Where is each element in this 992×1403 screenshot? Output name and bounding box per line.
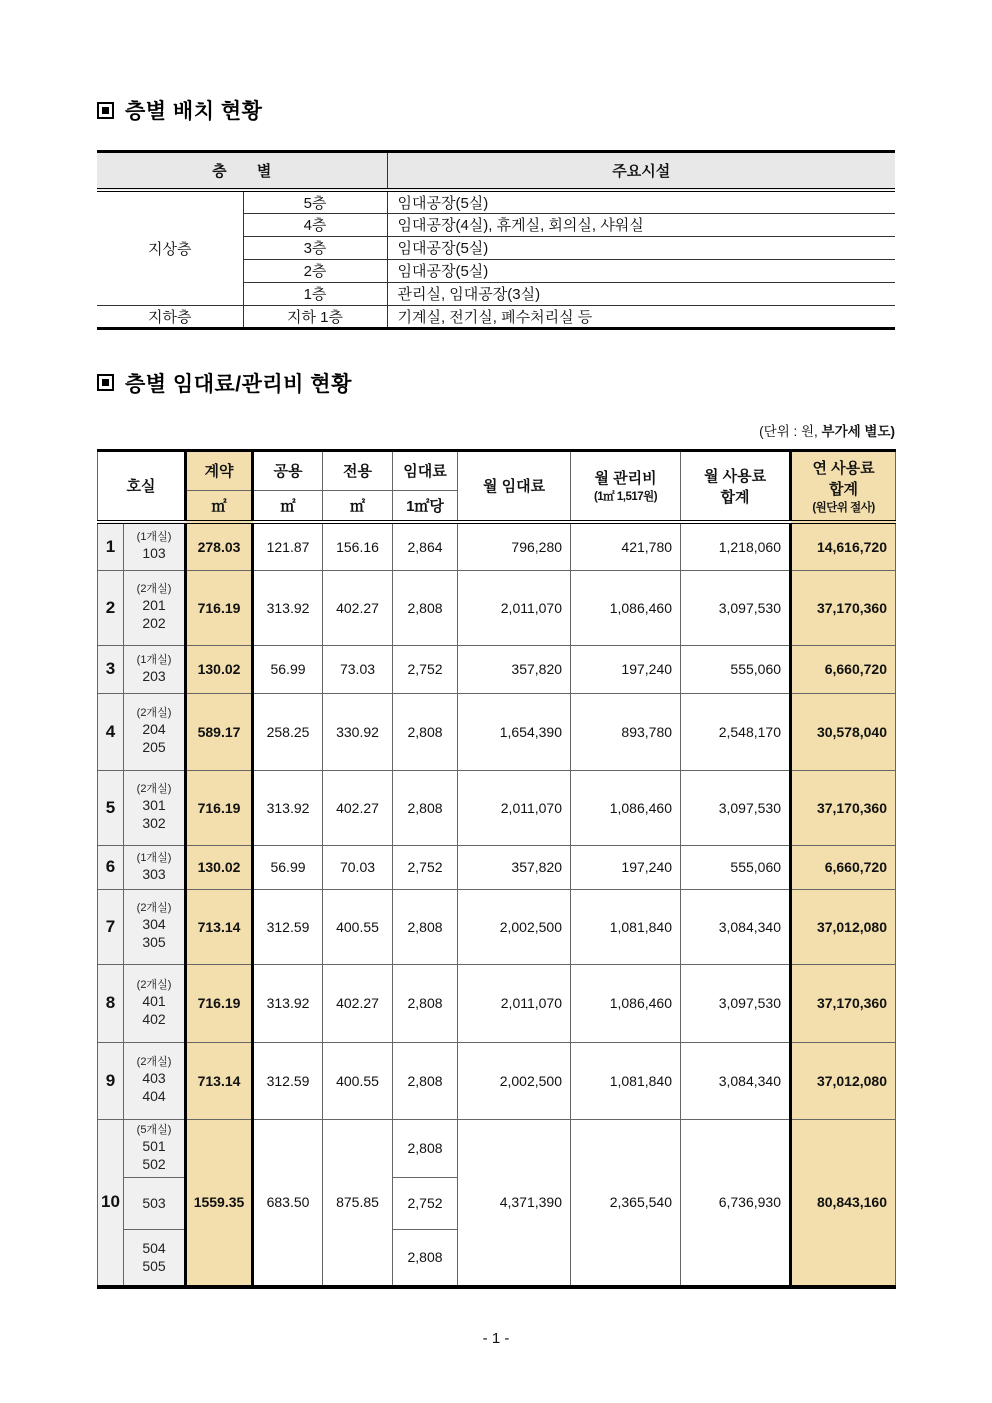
exclusive-area: 73.03 [323, 645, 393, 693]
room-number: 502 [142, 1155, 166, 1172]
room-cell [124, 964, 186, 1042]
row-number: 9 [98, 1042, 124, 1119]
header-rate-unit: 1㎡당 [393, 490, 458, 522]
monthly-mgmt: 2,365,540 [571, 1119, 681, 1287]
annual-total: 6,660,720 [791, 645, 896, 693]
header-monthly-total-line1: 월 사용료 [703, 467, 767, 485]
contract-area: 716.19 [186, 770, 253, 845]
annual-total: 14,616,720 [791, 522, 896, 570]
common-area: 683.50 [253, 1119, 323, 1287]
header-monthly-rent: 월 임대료 [458, 450, 571, 522]
rate-per-sqm: 2,808 [393, 693, 458, 770]
unit-count: (2개실) [136, 783, 172, 795]
header-contract-unit: ㎡ [186, 490, 253, 522]
room-cell [124, 1119, 186, 1177]
room-number: 303 [142, 865, 166, 882]
monthly-rent: 796,280 [458, 522, 571, 570]
table-row [98, 645, 896, 693]
monthly-rent: 2,002,500 [458, 889, 571, 964]
rate-per-sqm: 2,752 [393, 645, 458, 693]
common-area: 312.59 [253, 889, 323, 964]
room-cell [124, 889, 186, 964]
row-number: 4 [98, 693, 124, 770]
table-row [97, 190, 895, 214]
section2-title-text: 층별 임대료/관리비 현황 [125, 372, 352, 396]
facility-cell: 임대공장(5실) [387, 236, 895, 259]
annual-total: 37,170,360 [791, 770, 896, 845]
monthly-total: 3,084,340 [681, 889, 791, 964]
room-number: 103 [142, 545, 166, 562]
room-cell [124, 570, 186, 645]
monthly-total: 6,736,930 [681, 1119, 791, 1287]
monthly-total: 3,084,340 [681, 1042, 791, 1119]
room-number: 403 [142, 1070, 166, 1086]
annual-total: 6,660,720 [791, 845, 896, 889]
monthly-mgmt: 893,780 [571, 693, 681, 770]
unit-note-bold: 부가세 별도) [821, 423, 895, 439]
header-monthly-mgmt-line2: (1㎡ 1,517원) [593, 491, 658, 504]
header-common: 공용 [253, 450, 323, 490]
table-header-row [97, 152, 895, 190]
common-area: 313.92 [253, 964, 323, 1042]
common-area: 313.92 [253, 570, 323, 645]
header-floor: 층 별 [97, 152, 387, 190]
monthly-rent: 357,820 [458, 845, 571, 889]
common-area: 258.25 [253, 693, 323, 770]
room-cell [124, 693, 186, 770]
unit-note [97, 420, 895, 440]
facility-cell: 임대공장(5실) [387, 190, 895, 214]
contract-area: 278.03 [186, 522, 253, 570]
row-number: 8 [98, 964, 124, 1042]
room-number: 501 [142, 1137, 166, 1154]
table-row [98, 1042, 896, 1119]
annual-total: 80,843,160 [791, 1119, 896, 1287]
section2-title [97, 368, 895, 398]
monthly-rent: 357,820 [458, 645, 571, 693]
unit-count: (2개실) [136, 978, 172, 991]
header-facility: 주요시설 [387, 152, 895, 190]
floor-cell: 1층 [243, 282, 387, 305]
header-monthly-total [681, 450, 791, 522]
exclusive-area: 402.27 [323, 570, 393, 645]
rate-per-sqm: 2,864 [393, 522, 458, 570]
exclusive-area: 875.85 [323, 1119, 393, 1287]
header-annual-line2: 합계 [829, 480, 858, 498]
table-row [98, 1119, 896, 1177]
row-number: 7 [98, 889, 124, 964]
rate-per-sqm: 2,808 [393, 1042, 458, 1119]
room-cell [124, 770, 186, 845]
room-number: 503 [142, 1195, 166, 1211]
monthly-mgmt: 197,240 [571, 645, 681, 693]
table-row [98, 570, 896, 645]
room-number: 202 [142, 615, 166, 631]
monthly-total: 3,097,530 [681, 770, 791, 845]
rate-per-sqm: 2,808 [393, 1229, 458, 1287]
room-number: 204 [142, 721, 166, 737]
contract-area: 1559.35 [186, 1119, 253, 1287]
exclusive-area: 400.55 [323, 1042, 393, 1119]
facility-cell: 기계실, 전기실, 폐수처리실 등 [387, 305, 895, 328]
annual-total: 37,170,360 [791, 570, 896, 645]
rent-fee-table [97, 449, 896, 1290]
contract-area: 589.17 [186, 693, 253, 770]
header-monthly-mgmt-line1: 월 관리비 [594, 470, 657, 488]
row-number: 5 [98, 770, 124, 845]
row-number: 10 [98, 1119, 124, 1287]
floor-cell: 5층 [243, 190, 387, 214]
floor-cell: 4층 [243, 213, 387, 236]
room-number: 302 [142, 815, 166, 831]
floor-group-basement: 지하층 [97, 305, 243, 328]
unit-count: (2개실) [136, 707, 172, 719]
rate-per-sqm: 2,752 [393, 1177, 458, 1229]
facility-cell: 임대공장(4실), 휴게실, 회의실, 샤워실 [387, 213, 895, 236]
contract-area: 716.19 [186, 570, 253, 645]
monthly-mgmt: 421,780 [571, 522, 681, 570]
row-number: 6 [98, 845, 124, 889]
rate-per-sqm: 2,808 [393, 770, 458, 845]
room-cell [124, 1229, 186, 1287]
facility-cell: 관리실, 임대공장(3실) [387, 282, 895, 305]
room-number: 504 [142, 1240, 166, 1257]
unit-count: (1개실) [136, 653, 172, 666]
table-row [97, 305, 895, 328]
unit-count: (2개실) [136, 1056, 172, 1068]
monthly-rent: 2,011,070 [458, 570, 571, 645]
room-number: 205 [142, 739, 166, 755]
monthly-total: 2,548,170 [681, 693, 791, 770]
contract-area: 716.19 [186, 964, 253, 1042]
monthly-rent: 2,011,070 [458, 964, 571, 1042]
room-cell [124, 1042, 186, 1119]
room-number: 304 [142, 916, 166, 932]
annual-total: 37,170,360 [791, 964, 896, 1042]
room-number: 404 [142, 1088, 166, 1104]
unit-count: (5개실) [136, 1123, 172, 1136]
monthly-total: 1,218,060 [681, 522, 791, 570]
table-row [98, 845, 896, 889]
header-monthly-total-line2: 합계 [720, 488, 750, 506]
unit-count: (2개실) [136, 902, 172, 914]
row-number: 3 [98, 645, 124, 693]
monthly-rent: 4,371,390 [458, 1119, 571, 1287]
exclusive-area: 400.55 [323, 889, 393, 964]
rate-per-sqm: 2,808 [393, 889, 458, 964]
row-number: 1 [98, 522, 124, 570]
rate-per-sqm: 2,808 [393, 570, 458, 645]
exclusive-area: 70.03 [323, 845, 393, 889]
monthly-mgmt: 1,081,840 [571, 889, 681, 964]
header-room: 호실 [98, 450, 186, 522]
contract-area: 713.14 [186, 889, 253, 964]
monthly-mgmt: 1,086,460 [571, 964, 681, 1042]
unit-count: (1개실) [136, 851, 172, 864]
monthly-mgmt: 1,086,460 [571, 770, 681, 845]
unit-count: (2개실) [136, 583, 172, 595]
monthly-mgmt: 1,081,840 [571, 1042, 681, 1119]
header-common-unit: ㎡ [253, 490, 323, 522]
row-number: 2 [98, 570, 124, 645]
unit-count: (1개실) [136, 531, 172, 544]
common-area: 312.59 [253, 1042, 323, 1119]
annual-total: 30,578,040 [791, 693, 896, 770]
header-contract: 계약 [186, 450, 253, 490]
contract-area: 713.14 [186, 1042, 253, 1119]
section-marker-icon [97, 374, 114, 391]
contract-area: 130.02 [186, 845, 253, 889]
header-monthly-mgmt [571, 450, 681, 522]
room-number: 201 [142, 597, 166, 613]
floor-cell: 3층 [243, 236, 387, 259]
header-rate: 임대료 [393, 450, 458, 490]
rate-per-sqm: 2,752 [393, 845, 458, 889]
page-number: - 1 - [482, 1330, 510, 1347]
exclusive-area: 330.92 [323, 693, 393, 770]
table-row [98, 693, 896, 770]
monthly-rent: 1,654,390 [458, 693, 571, 770]
room-number: 401 [142, 992, 166, 1009]
common-area: 56.99 [253, 645, 323, 693]
contract-area: 130.02 [186, 645, 253, 693]
exclusive-area: 402.27 [323, 770, 393, 845]
header-annual-line1: 연 사용료 [812, 459, 875, 477]
header-exclusive-unit: ㎡ [323, 490, 393, 522]
monthly-rent: 2,011,070 [458, 770, 571, 845]
floor-layout-table [97, 150, 895, 330]
section1-title-text: 층별 배치 현황 [125, 100, 263, 123]
exclusive-area: 402.27 [323, 964, 393, 1042]
header-annual-total [791, 450, 896, 522]
table-row [98, 964, 896, 1042]
common-area: 121.87 [253, 522, 323, 570]
table-row [98, 889, 896, 964]
floor-group-above: 지상층 [148, 240, 192, 258]
room-number: 203 [142, 667, 166, 684]
room-number: 305 [142, 934, 166, 950]
monthly-mgmt: 197,240 [571, 845, 681, 889]
room-cell [124, 845, 186, 889]
room-number: 402 [142, 1010, 166, 1027]
room-number: 505 [142, 1258, 166, 1275]
monthly-total: 3,097,530 [681, 570, 791, 645]
room-cell [124, 1177, 186, 1229]
table-row [98, 770, 896, 845]
room-cell [124, 522, 186, 570]
monthly-total: 555,060 [681, 845, 791, 889]
unit-note-prefix: (단위 : 원, [759, 423, 822, 439]
monthly-total: 3,097,530 [681, 964, 791, 1042]
section1-title [97, 95, 895, 125]
rate-per-sqm: 2,808 [393, 964, 458, 1042]
room-number: 301 [142, 797, 166, 813]
header-exclusive: 전용 [323, 450, 393, 490]
room-cell [124, 645, 186, 693]
monthly-mgmt: 1,086,460 [571, 570, 681, 645]
common-area: 56.99 [253, 845, 323, 889]
annual-total: 37,012,080 [791, 889, 896, 964]
header-annual-line3: (원단위 절사) [812, 501, 875, 514]
exclusive-area: 156.16 [323, 522, 393, 570]
table-header-row-1 [98, 450, 896, 490]
common-area: 313.92 [253, 770, 323, 845]
floor-cell: 지하 1층 [243, 305, 387, 328]
facility-cell: 임대공장(5실) [387, 259, 895, 282]
table-row [98, 522, 896, 570]
rate-per-sqm: 2,808 [393, 1119, 458, 1177]
monthly-total: 555,060 [681, 645, 791, 693]
floor-cell: 2층 [243, 259, 387, 282]
annual-total: 37,012,080 [791, 1042, 896, 1119]
monthly-rent: 2,002,500 [458, 1042, 571, 1119]
section-marker-icon [97, 102, 114, 119]
